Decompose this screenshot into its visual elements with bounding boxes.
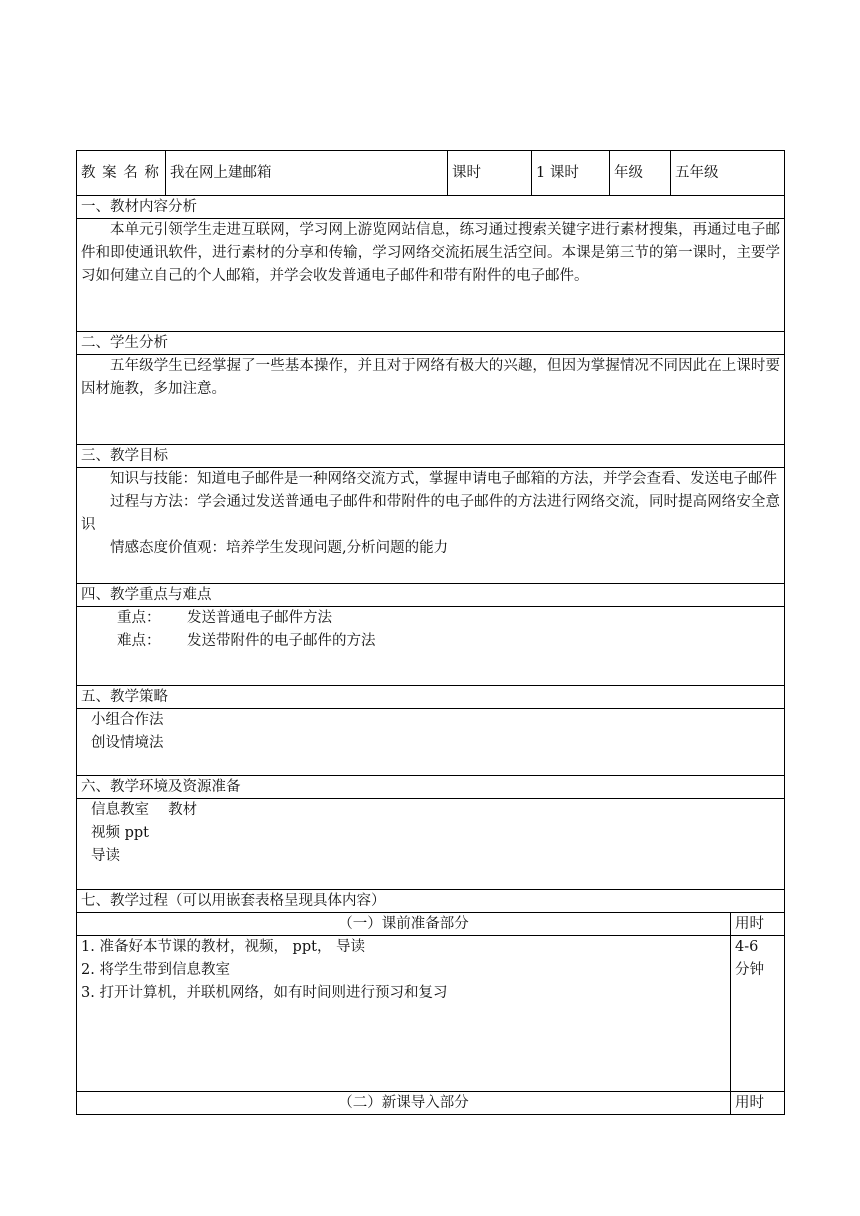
- difficult-point-value: 发送带附件的电子邮件的方法: [187, 633, 376, 649]
- goal-item: 知识与技能：知道电子邮件是一种网络交流方式，掌握申请电子邮箱的方法，并学会查看、发送电子邮件: [110, 471, 777, 487]
- section-body: [77, 355, 785, 445]
- header-table: [76, 150, 785, 196]
- strategy-item: 创设情境法: [91, 735, 164, 751]
- section-body: [77, 219, 785, 332]
- part1-time: [731, 936, 785, 1092]
- time-range: 4-6: [735, 939, 759, 955]
- section-title: 一、教材内容分析: [77, 196, 785, 219]
- section-title: 三、教学目标: [77, 445, 785, 468]
- time-label: 用时: [731, 913, 785, 936]
- student-analysis-text: 五年级学生已经掌握了一些基本操作，并且对于网络有极大的兴趣，但因为掌握情况不同因此在上课时要因材施教，多加注意。: [81, 358, 780, 397]
- section-body: [77, 799, 785, 890]
- part2-title: （二）新课导入部分: [77, 1092, 731, 1115]
- lesson-name-label: 教 案 名 称: [77, 151, 166, 196]
- hours-label: 课时: [448, 151, 532, 196]
- header-row: [77, 151, 785, 196]
- prep-item: 2. 将学生带到信息教室: [81, 962, 230, 978]
- resource-item: 导读: [91, 848, 120, 864]
- section-body: [77, 607, 785, 686]
- lesson-name-value: 我在网上建邮箱: [166, 151, 448, 196]
- key-point-value: 发送普通电子邮件方法: [187, 610, 332, 626]
- difficult-point: [81, 630, 780, 653]
- section-title: 四、教学重点与难点: [77, 584, 785, 607]
- section-body: [77, 468, 785, 584]
- part1-title: （一）课前准备部分: [77, 913, 731, 936]
- key-point: [81, 607, 780, 630]
- goal-item: 情感态度价值观：培养学生发现问题,分析问题的能力: [110, 540, 449, 556]
- section-title: 六、教学环境及资源准备: [77, 776, 785, 799]
- part1-body: [77, 936, 731, 1092]
- resource-item: 视频 ppt: [91, 825, 149, 841]
- material-analysis-text: 本单元引领学生走进互联网，学习网上游览网站信息，练习通过搜索关键字进行素材搜集，再通过电子邮件和即使通讯软件，进行素材的分享和传输，学习网络交流拓展生活空间。本课是第三节的第一课时，主要学习如何建立自己的个人邮箱，并学会收发普通电子邮件和带有附件的电子邮件。: [81, 222, 780, 284]
- section-title: 五、教学策略: [77, 686, 785, 709]
- key-point-label: 重点：: [117, 610, 161, 626]
- difficult-point-label: 难点：: [117, 633, 161, 649]
- time-unit: 分钟: [735, 962, 764, 978]
- time-label: 用时: [731, 1092, 785, 1115]
- goal-item: 过程与方法：学会通过发送普通电子邮件和带附件的电子邮件的方法进行网络交流，同时提高网络安全意识: [81, 494, 780, 533]
- section-title: 七、教学过程（可以用嵌套表格呈现具体内容）: [77, 890, 785, 913]
- grade-value: 五年级: [671, 151, 785, 196]
- grade-label: 年级: [610, 151, 671, 196]
- prep-item: 3. 打开计算机，并联机网络，如有时间则进行预习和复习: [81, 985, 448, 1001]
- resource-item: 信息教室 教材: [91, 802, 198, 818]
- section-body: [77, 709, 785, 776]
- hours-value: 1 课时: [532, 151, 610, 196]
- prep-item: 1. 准备好本节课的教材，视频， ppt， 导读: [81, 939, 366, 955]
- lesson-plan: [76, 150, 784, 1115]
- section-title: 二、学生分析: [77, 332, 785, 355]
- strategy-item: 小组合作法: [91, 712, 164, 728]
- content-table: [76, 195, 785, 1115]
